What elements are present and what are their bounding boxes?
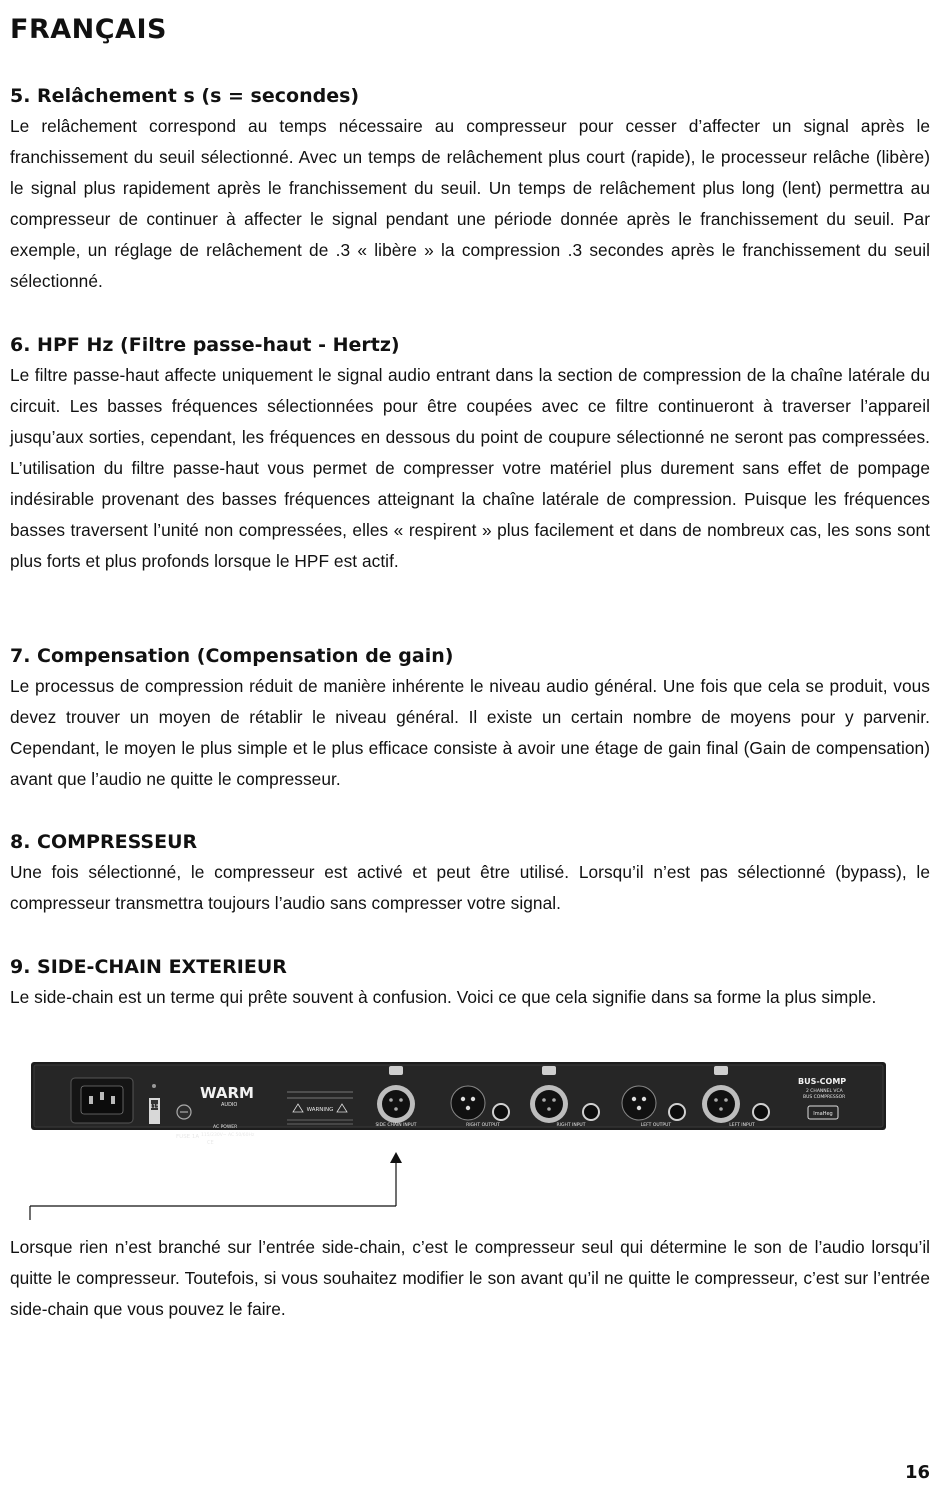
voltage-label: 115/230V~ AC 50/60Hz [201, 1133, 255, 1138]
warning-label: WARNING [306, 1107, 334, 1113]
section-makeup [10, 641, 930, 795]
explanation-body: Lorsque rien n’est branché sur l’entrée side-chain, c’est le compresseur seul qui détermine le son de l’audio lorsqu’il quitte le compresseur. Toutefois, si vous souhaitez modifier le son avant qu’il ne quitte le compresseur, c’est sur l’entrée side-chain que vous pouvez le faire. [10, 1237, 930, 1319]
fuse-label: FUSE 1A [176, 1134, 200, 1140]
power-label: AC POWER [213, 1125, 238, 1130]
port-label: RIGHT INPUT [556, 1123, 586, 1128]
section-body: Le processus de compression réduit de manière inhérente le niveau audio général. Une fois que cela se produit, vous devez trouver un moyen de rétablir le niveau général. Il existe un certain nombre de moyens pour y parvenir. Cependant, le moyen le plus simple et le plus efficace consiste à avoir une étage de gain final (Gain de compensation) avant que l’audio ne quitte le compresseur. [10, 676, 930, 789]
page-number: 16 [904, 1462, 930, 1483]
section-heading: 8. COMPRESSEUR [10, 831, 198, 853]
badge-logo: ImaHeg [813, 1111, 833, 1117]
section-heading: 7. Compensation (Compensation de gain) [10, 645, 454, 667]
port-label: LEFT INPUT [729, 1123, 755, 1128]
section-heading: 5. Relâchement s (s = secondes) [10, 85, 360, 107]
port-label: RIGHT OUTPUT [466, 1123, 500, 1128]
section-body: Le relâchement correspond au temps nécessaire au compresseur pour cesser d’affecter un signal après le franchissement du seuil sélectionné. Avec un temps de relâchement plus court (rapide), le processeur relâche (libère) le signal plus rapidement après le franchissement du seuil. Un temps de relâchement plus long (lent) permettra au compresseur de continuer à affecter le signal pendant une période donnée après le franchissement du seuil. Par exemple, un réglage de relâchement de .3 « libère » la compression .3 secondes après le franchissement du seuil sélectionné. [10, 116, 930, 291]
brand-logo: WARM [200, 1084, 254, 1102]
port-label: LEFT OUTPUT [640, 1123, 672, 1128]
model-sub-1: 2 CHANNEL VCA [806, 1089, 843, 1094]
sidechain-explanation [10, 1232, 930, 1325]
section-sidechain [10, 952, 930, 1013]
section-release [10, 81, 930, 297]
section-heading: 6. HPF Hz (Filtre passe-haut - Hertz) [10, 334, 400, 356]
section-body: Le filtre passe-haut affecte uniquement le signal audio entrant dans la section de compression de la chaîne latérale du circuit. Les basses fréquences sélectionnées pour être coupées avec ce filtre continueront à traverser l’appareil jusqu’aux sorties, cependant, les fréquences en dessous du point de coupure sélectionné ne seront pas compressées. L’utilisation du filtre passe-haut vous permet de compresser votre matériel plus durement sans effet de pompage indésirable provenant des basses fréquences atteignant la chaîne latérale de compression. Puisque les fréquences basses traversent l’unité non compressées, elles « respirent » plus facilement et dans de nombreux cas, les sons sont plus forts et plus profonds lorsque le HPF est actif. [10, 365, 930, 571]
section-hpf [10, 330, 930, 577]
section-body: Le side-chain est un terme qui prête souvent à confusion. Voici ce que cela signifie dans sa forme la plus simple. [10, 987, 877, 1007]
section-body: Une fois sélectionné, le compresseur est activé et peut être utilisé. Lorsqu’il n’est pas sélectionné (bypass), le compresseur transmettra toujours l’audio sans compresser votre signal. [10, 862, 930, 913]
section-compressor [10, 827, 930, 919]
section-heading: 9. SIDE-CHAIN EXTERIEUR [10, 956, 287, 978]
side-chain-pointer-arrow [28, 1152, 408, 1222]
model-sub-2: BUS COMPRESSOR [803, 1095, 846, 1100]
voltage-switch-label: 115 [149, 1104, 160, 1110]
rear-panel-image [31, 1062, 886, 1146]
power-inlet [71, 1078, 133, 1123]
model-name: BUS-COMP [798, 1077, 847, 1086]
port-label: SIDE CHAIN INPUT [375, 1123, 417, 1128]
ce-mark: CE [207, 1140, 214, 1146]
brand-sub: AUDIO [221, 1102, 238, 1108]
page-language-title: FRANÇAIS [10, 14, 167, 45]
